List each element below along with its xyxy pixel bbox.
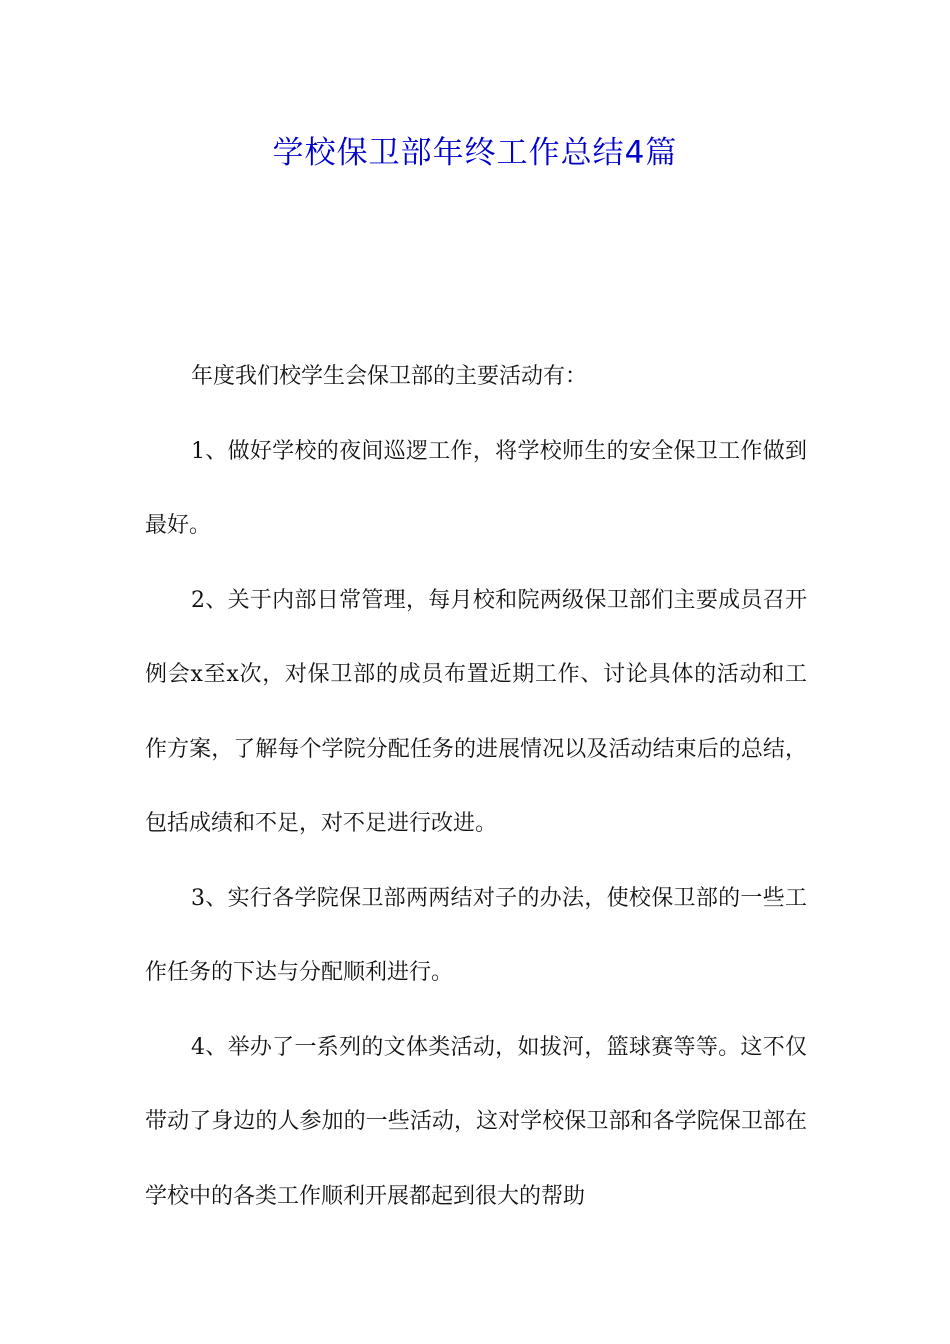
paragraph-item-1: 1、做好学校的夜间巡逻工作，将学校师生的安全保卫工作做到最好。 (145, 438, 807, 538)
paragraph-item-2: 2、关于内部日常管理，每月校和院两级保卫部们主要成员召开例会x至x次，对保卫部的成员布置近期工作、讨论具体的活动和工作方案，了解每个学院分配任务的进展情况以及活动结束后的总结，包括成绩和不足，对不足进行改进。 (145, 587, 807, 836)
paragraph-item-4: 4、举办了一系列的文体类活动，如拔河，篮球赛等等。这不仅带动了身边的人参加的一些活动，这对学校保卫部和各学院保卫部在学校中的各类工作顺利开展都起到很大的帮助 (145, 1034, 807, 1209)
document-title: 学校保卫部年终工作总结4篇 (272, 135, 678, 171)
paragraph-intro: 年度我们校学生会保卫部的主要活动有： (191, 364, 588, 389)
document-body (145, 340, 807, 1234)
paragraph-item-3: 3、实行各学院保卫部两两结对子的办法，使校保卫部的一些工作任务的下达与分配顺利进行。 (145, 885, 807, 985)
